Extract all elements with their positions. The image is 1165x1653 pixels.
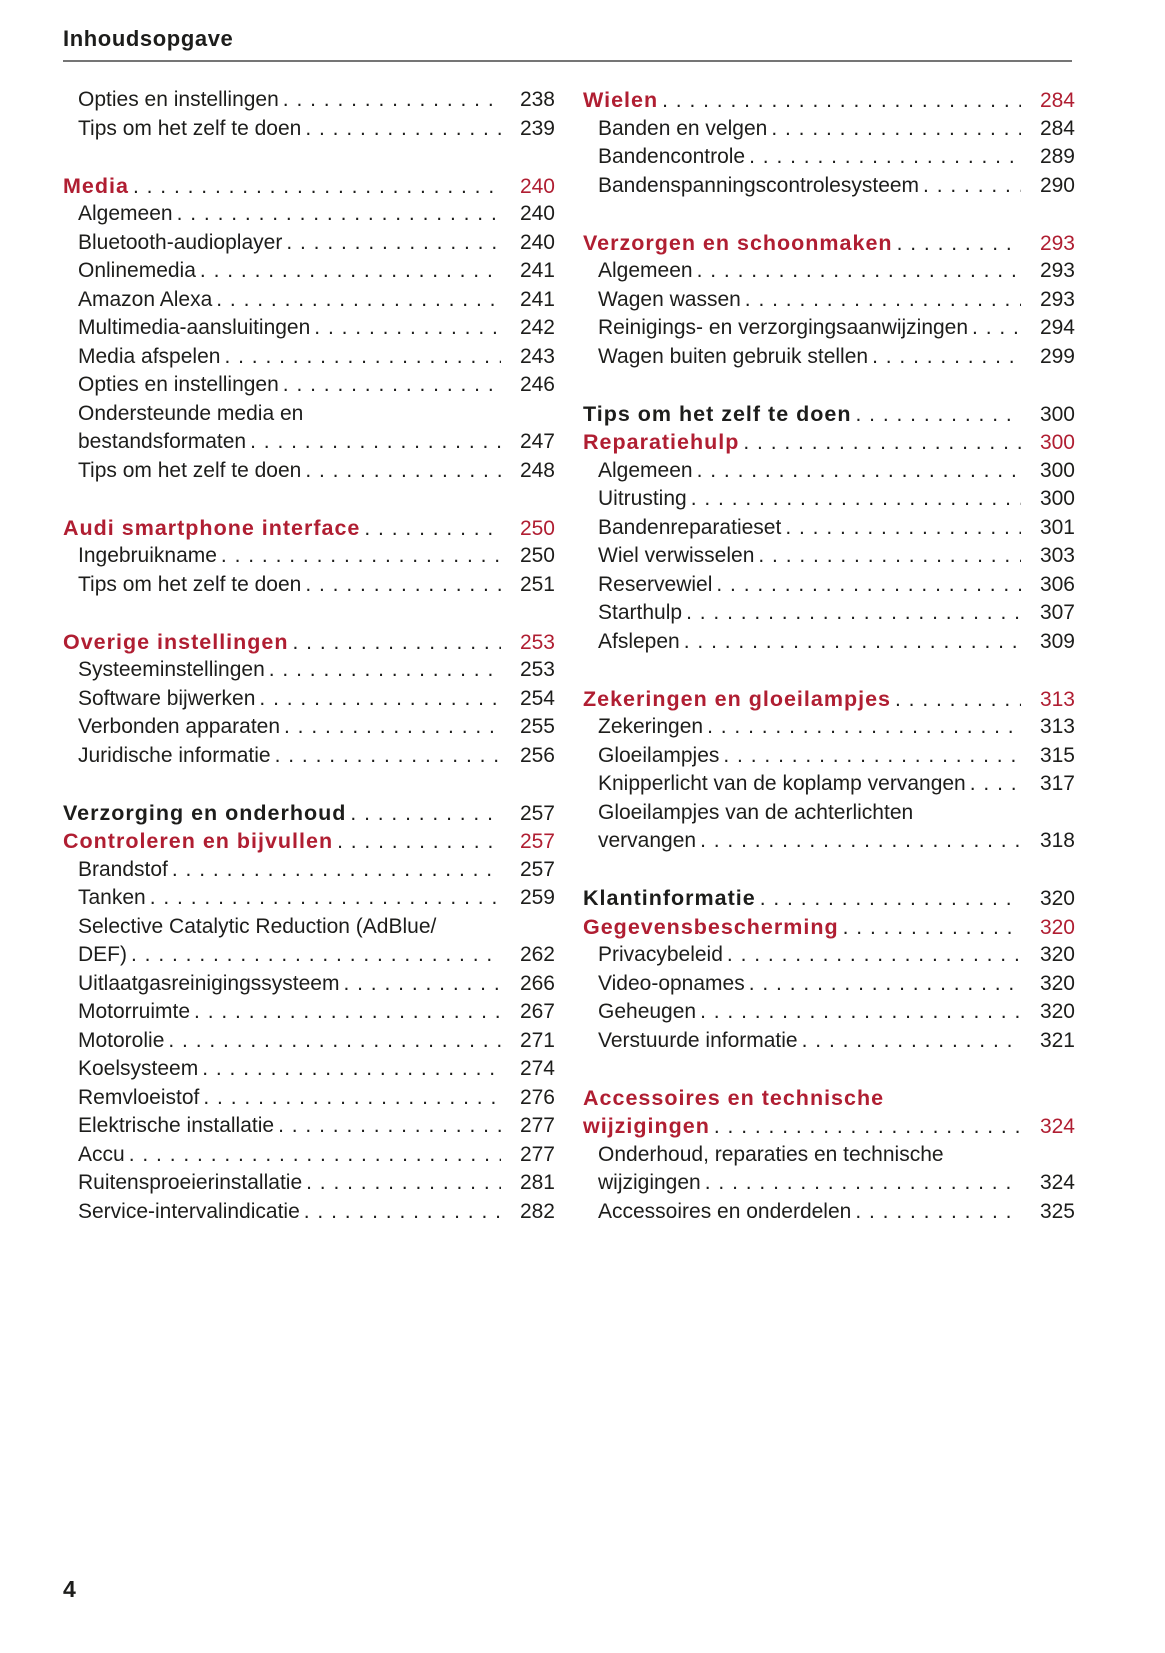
toc-entry-page: 300 [1039, 402, 1075, 426]
dot-leader [217, 542, 501, 571]
dot-leader [164, 1027, 501, 1056]
dot-leader [333, 828, 501, 857]
dot-leader [893, 230, 1021, 259]
toc-entry-label: Accessoires en onderdelen [598, 1199, 852, 1223]
toc-group [583, 1084, 1075, 1227]
dot-leader [246, 428, 501, 457]
toc-entry-row[interactable] [63, 685, 555, 714]
dot-leader [693, 257, 1021, 286]
toc-entry-label: Wiel verwisselen [598, 544, 755, 567]
toc-entry-row[interactable] [63, 428, 555, 457]
toc-entry-page: 289 [1039, 145, 1075, 168]
toc-group [63, 799, 555, 1227]
toc-entry-row[interactable] [583, 115, 1075, 144]
toc-entry-page: 320 [1039, 887, 1075, 910]
toc-group [63, 172, 555, 486]
toc-entry-page: 318 [1039, 829, 1075, 852]
toc-entry-label: Systeeminstellingen [78, 658, 265, 681]
toc-entry-label: Wagen buiten gebruik stellen [598, 344, 869, 368]
toc-entry-page: 293 [1039, 259, 1075, 282]
toc-entry-page: 317 [1039, 772, 1075, 795]
toc-chapter-row[interactable] [583, 884, 1075, 913]
toc-entry-label: Elektrische installatie [78, 1114, 275, 1137]
toc-entry-page: 262 [519, 943, 555, 966]
dot-leader [339, 970, 501, 999]
toc-entry-row[interactable] [63, 656, 555, 685]
toc-entry-row[interactable] [63, 314, 555, 343]
dot-leader [346, 800, 501, 829]
toc-entry-page: 240 [519, 174, 555, 198]
toc-entry-page: 242 [519, 316, 555, 339]
dot-leader [129, 173, 501, 202]
toc-entry-row[interactable] [63, 1141, 555, 1170]
toc-entry-page: 277 [519, 1114, 555, 1137]
toc-entry-label: Algemeen [598, 458, 693, 482]
toc-entry-page: 306 [1039, 572, 1075, 596]
toc-entry-page: 320 [1039, 943, 1075, 966]
toc-entry-label: Wagen wassen [598, 287, 741, 311]
toc-group [63, 628, 555, 771]
toc-entry-row[interactable] [63, 1169, 555, 1198]
toc-entry-label: Tanken [78, 886, 146, 909]
toc-entry-label: vervangen [598, 829, 697, 852]
toc-chapter-row[interactable] [583, 1084, 1075, 1113]
dot-leader [687, 485, 1021, 514]
dot-leader [745, 143, 1021, 172]
dot-leader [658, 87, 1021, 116]
dot-leader [301, 457, 501, 486]
toc-entry-page: 320 [1039, 915, 1075, 939]
toc-entry-row[interactable] [63, 1198, 555, 1227]
toc-entry-row[interactable] [63, 86, 555, 115]
toc-column-left [63, 86, 555, 1226]
toc-entry-label: Algemeen [78, 202, 173, 225]
dot-leader [852, 401, 1022, 430]
toc-entry-label: DEF) [78, 943, 127, 966]
dot-leader [196, 257, 501, 286]
toc-entry-row[interactable] [583, 1198, 1075, 1227]
toc-entry-page: 267 [519, 1000, 555, 1023]
toc-entry-row[interactable] [583, 314, 1075, 343]
toc-entry-row[interactable] [63, 343, 555, 372]
toc-entry-page: 324 [1039, 1115, 1075, 1138]
dot-leader [712, 571, 1021, 600]
toc-entry-label: Uitlaatgasreinigingssysteem [78, 971, 340, 995]
toc-chapter-row[interactable] [63, 172, 555, 201]
toc-chapter-label: Gegevensbescherming [583, 914, 839, 939]
dot-leader [839, 914, 1021, 943]
dot-leader [723, 941, 1021, 970]
dot-leader [302, 1169, 501, 1198]
toc-entry-page: 257 [519, 830, 555, 853]
toc-entry-row[interactable] [583, 998, 1075, 1027]
toc-entry-label: Accu [78, 1142, 125, 1166]
toc-entry-label: Starthulp [598, 601, 683, 624]
toc-entry-label: Verbonden apparaten [78, 715, 281, 738]
toc-entry-label: Opties en instellingen [78, 373, 279, 396]
toc-entry-row[interactable] [63, 371, 555, 400]
toc-entry-row[interactable] [63, 913, 555, 942]
toc-chapter-row[interactable] [583, 1112, 1075, 1141]
toc-entry-page: 240 [519, 202, 555, 225]
toc-entry-page: 320 [1039, 1000, 1075, 1023]
toc-group [583, 86, 1075, 200]
toc-entry-page: 320 [1039, 971, 1075, 995]
toc-entry-page: 257 [519, 801, 555, 825]
dot-leader [693, 457, 1021, 486]
toc-entry-row[interactable] [63, 571, 555, 600]
toc-entry-row[interactable] [583, 1141, 1075, 1170]
toc-entry-page: 313 [1039, 687, 1075, 711]
toc-entry-row[interactable] [63, 229, 555, 258]
toc-entry-label: Video-opnames [598, 971, 745, 995]
toc-entry-label: Koelsysteem [78, 1057, 199, 1080]
toc-entry-label: Algemeen [598, 259, 693, 282]
toc-chapter-row[interactable] [583, 400, 1075, 429]
toc [63, 86, 1075, 1226]
toc-entry-page: 284 [1039, 116, 1075, 140]
toc-chapter-row[interactable] [63, 514, 555, 543]
toc-chapter-label: Overige instellingen [63, 629, 289, 654]
toc-entry-row[interactable] [63, 742, 555, 771]
toc-entry-row[interactable] [63, 1084, 555, 1113]
dot-leader [279, 86, 501, 115]
toc-chapter-label: Wielen [583, 88, 659, 112]
toc-chapter-row[interactable] [63, 628, 555, 657]
dot-leader [739, 429, 1021, 458]
toc-entry-page: 247 [519, 430, 555, 453]
dot-leader [696, 998, 1021, 1027]
dot-leader [282, 229, 501, 258]
toc-entry-label: Uitrusting [598, 487, 687, 510]
dot-leader [300, 1198, 501, 1227]
toc-entry-label: Tips om het zelf te doen [78, 572, 302, 596]
footer-page-number: 4 [63, 1576, 76, 1602]
toc-entry-page: 257 [519, 857, 555, 881]
toc-entry-page: 303 [1039, 544, 1075, 567]
toc-entry-row[interactable] [63, 713, 555, 742]
toc-group [63, 86, 555, 143]
toc-entry-row[interactable] [63, 457, 555, 486]
toc-entry-label: Motorolie [78, 1028, 165, 1052]
toc-entry-row[interactable] [63, 1055, 555, 1084]
toc-entry-label: Motorruimte [78, 1000, 191, 1023]
toc-entry-label: Tips om het zelf te doen [78, 458, 302, 482]
toc-entry-page: 307 [1039, 601, 1075, 624]
toc-chapter-label: Audi smartphone interface [63, 515, 361, 540]
toc-entry-row[interactable] [583, 827, 1075, 856]
dot-leader [125, 1141, 501, 1170]
toc-entry-label: Reservewiel [598, 572, 713, 596]
toc-chapter-row[interactable] [583, 685, 1075, 714]
toc-entry-row[interactable] [583, 799, 1075, 828]
toc-entry-row[interactable] [583, 628, 1075, 657]
toc-entry-page: 250 [519, 544, 555, 567]
toc-entry-row[interactable] [63, 542, 555, 571]
toc-entry-row[interactable] [583, 742, 1075, 771]
toc-entry-page: 299 [1039, 344, 1075, 368]
toc-entry-page: 271 [519, 1028, 555, 1052]
dot-leader [301, 571, 501, 600]
toc-entry-page: 248 [519, 458, 555, 482]
toc-chapter-label: Verzorging en onderhoud [63, 800, 347, 825]
toc-entry-page: 282 [519, 1199, 555, 1223]
toc-entry-row[interactable] [63, 884, 555, 913]
dot-leader [741, 286, 1021, 315]
toc-group [63, 514, 555, 600]
dot-leader [701, 1169, 1021, 1198]
toc-entry-page: 276 [519, 1085, 555, 1109]
toc-entry-row[interactable] [583, 172, 1075, 201]
dot-leader [360, 515, 501, 544]
dot-leader [289, 629, 502, 658]
toc-entry-page: 246 [519, 373, 555, 396]
toc-entry-page: 300 [1039, 487, 1075, 510]
toc-chapter-row[interactable] [63, 827, 555, 856]
toc-entry-row[interactable] [583, 1027, 1075, 1056]
dot-leader [966, 770, 1021, 799]
dot-leader [146, 884, 501, 913]
toc-entry-row[interactable] [63, 115, 555, 144]
toc-entry-page: 251 [519, 572, 555, 596]
toc-entry-row[interactable] [63, 856, 555, 885]
toc-entry-page: 309 [1039, 629, 1075, 653]
toc-chapter-row[interactable] [63, 799, 555, 828]
dot-leader [710, 1113, 1021, 1142]
toc-entry-page: 238 [519, 88, 555, 111]
toc-entry-page: 300 [1039, 431, 1075, 454]
toc-entry-label: Zekeringen [598, 715, 704, 738]
toc-entry-page: 277 [519, 1142, 555, 1166]
toc-entry-page: 290 [1039, 173, 1075, 197]
toc-entry-row[interactable] [63, 286, 555, 315]
toc-entry-page: 281 [519, 1171, 555, 1194]
toc-entry-row[interactable] [583, 770, 1075, 799]
dot-leader [767, 115, 1021, 144]
dot-leader [310, 314, 501, 343]
toc-chapter-label: Zekeringen en gloeilampjes [583, 686, 891, 711]
toc-chapter-label: Accessoires en technische [583, 1085, 885, 1110]
dot-leader [754, 542, 1021, 571]
toc-entry-label: Afslepen [598, 629, 680, 653]
toc-entry-page: 293 [1039, 231, 1075, 255]
toc-entry-label: Reinigings- en verzorgingsaanwijzingen [598, 316, 969, 339]
toc-chapter-row[interactable] [583, 229, 1075, 258]
toc-entry-label: Media afspelen [78, 344, 221, 368]
toc-group [583, 400, 1075, 657]
dot-leader [851, 1198, 1021, 1227]
toc-entry-row[interactable] [583, 571, 1075, 600]
dot-leader [271, 742, 501, 771]
toc-entry-label: Privacybeleid [598, 943, 723, 966]
toc-entry-page: 240 [519, 230, 555, 254]
toc-entry-label: Software bijwerken [78, 686, 256, 710]
toc-entry-label: wijzigingen [598, 1171, 701, 1194]
toc-chapter-label: Reparatiehulp [583, 430, 740, 454]
toc-chapter-row[interactable] [583, 913, 1075, 942]
toc-entry-page: 254 [519, 686, 555, 710]
dot-leader [719, 742, 1021, 771]
toc-entry-label: bestandsformaten [78, 430, 247, 453]
dot-leader [168, 856, 501, 885]
dot-leader [680, 628, 1021, 657]
toc-entry-page: 239 [519, 116, 555, 140]
toc-entry-label: Ingebruikname [78, 544, 217, 567]
toc-chapter-label: Media [63, 173, 129, 198]
dot-leader [199, 1084, 501, 1113]
dot-leader [756, 885, 1021, 914]
toc-entry-label: Multimedia-aansluitingen [78, 316, 311, 339]
toc-entry-label: Tips om het zelf te doen [78, 116, 302, 140]
toc-entry-page: 315 [1039, 743, 1075, 767]
toc-entry-label: Service-intervalindicatie [78, 1199, 300, 1223]
toc-entry-label: Ondersteunde media en [78, 401, 304, 425]
dot-leader [212, 286, 501, 315]
dot-leader [127, 941, 501, 970]
toc-entry-row[interactable] [63, 970, 555, 999]
page-title: Inhoudsopgave [63, 26, 234, 51]
toc-entry-page: 293 [1039, 287, 1075, 311]
dot-leader [781, 514, 1021, 543]
toc-entry-row[interactable] [583, 514, 1075, 543]
toc-entry-label: Bandenreparatieset [598, 515, 782, 539]
toc-entry-label: Bandenspanningscontrolesysteem [598, 173, 920, 197]
toc-entry-row[interactable] [63, 1027, 555, 1056]
toc-entry-page: 324 [1039, 1171, 1075, 1194]
toc-entry-label: Onderhoud, reparaties en technische [598, 1142, 944, 1166]
toc-entry-label: Amazon Alexa [78, 287, 213, 311]
toc-entry-row[interactable] [63, 200, 555, 229]
toc-entry-page: 274 [519, 1057, 555, 1080]
dot-leader [190, 998, 501, 1027]
toc-entry-page: 294 [1039, 316, 1075, 339]
toc-entry-label: Bluetooth-audioplayer [78, 230, 283, 254]
dot-leader [919, 172, 1021, 201]
dot-leader [280, 713, 501, 742]
toc-entry-row[interactable] [583, 485, 1075, 514]
toc-entry-label: Juridische informatie [78, 743, 271, 767]
toc-entry-label: Bandencontrole [598, 145, 746, 168]
toc-entry-page: 241 [519, 287, 555, 311]
dot-leader [301, 115, 501, 144]
toc-entry-label: Brandstof [78, 857, 168, 881]
toc-entry-page: 243 [519, 344, 555, 368]
toc-group [583, 685, 1075, 856]
toc-entry-label: Remvloeistof [78, 1085, 200, 1109]
toc-entry-row[interactable] [583, 542, 1075, 571]
toc-chapter-label: wijzigingen [583, 1114, 710, 1138]
dot-leader [798, 1027, 1021, 1056]
toc-chapter-label: Klantinformatie [583, 886, 756, 910]
toc-entry-label: Selective Catalytic Reduction (AdBlue/ [78, 914, 437, 938]
dot-leader [703, 713, 1021, 742]
toc-column-right [583, 86, 1075, 1226]
toc-entry-label: Onlinemedia [78, 259, 196, 282]
toc-entry-page: 266 [519, 971, 555, 995]
toc-entry-row[interactable] [63, 400, 555, 429]
toc-entry-label: Knipperlicht van de koplamp vervangen [598, 772, 966, 795]
dot-leader [745, 970, 1021, 999]
toc-entry-row[interactable] [63, 257, 555, 286]
toc-entry-label: Ruitensproeierinstallatie [78, 1171, 303, 1194]
dot-leader [255, 685, 501, 714]
dot-leader [173, 200, 501, 229]
toc-entry-page: 325 [1039, 1199, 1075, 1223]
dot-leader [220, 343, 501, 372]
toc-entry-label: Geheugen [598, 1000, 697, 1023]
dot-leader [682, 599, 1021, 628]
toc-chapter-label: Controleren en bijvullen [63, 829, 334, 853]
toc-entry-page: 300 [1039, 458, 1075, 482]
toc-entry-page: 301 [1039, 515, 1075, 539]
toc-entry-page: 313 [1039, 715, 1075, 738]
toc-entry-label: Verstuurde informatie [598, 1028, 798, 1052]
toc-entry-label: Gloeilampjes [598, 743, 720, 767]
toc-entry-row[interactable] [583, 713, 1075, 742]
toc-entry-row[interactable] [583, 599, 1075, 628]
dot-leader [968, 314, 1021, 343]
toc-entry-label: Gloeilampjes van de achterlichten [598, 800, 914, 824]
toc-entry-page: 256 [519, 743, 555, 767]
toc-entry-row[interactable] [583, 1169, 1075, 1198]
toc-group [583, 884, 1075, 1055]
toc-entry-label: Opties en instellingen [78, 88, 279, 111]
toc-entry-row[interactable] [583, 286, 1075, 315]
toc-entry-row[interactable] [63, 1112, 555, 1141]
toc-entry-row[interactable] [583, 257, 1075, 286]
toc-entry-page: 255 [519, 715, 555, 738]
toc-chapter-label: Verzorgen en schoonmaken [583, 230, 893, 255]
dot-leader [265, 656, 501, 685]
header-rule [63, 60, 1072, 62]
toc-entry-page: 259 [519, 886, 555, 909]
dot-leader [198, 1055, 501, 1084]
dot-leader [274, 1112, 501, 1141]
toc-entry-row[interactable] [63, 998, 555, 1027]
toc-entry-row[interactable] [63, 941, 555, 970]
toc-entry-row[interactable] [583, 970, 1075, 999]
toc-chapter-row[interactable] [583, 86, 1075, 115]
dot-leader [696, 827, 1021, 856]
toc-entry-page: 250 [519, 516, 555, 540]
dot-leader [891, 686, 1021, 715]
toc-entry-row[interactable] [583, 457, 1075, 486]
toc-entry-page: 321 [1039, 1028, 1075, 1052]
toc-chapter-row[interactable] [583, 428, 1075, 457]
toc-entry-label: Banden en velgen [598, 116, 768, 140]
toc-entry-row[interactable] [583, 143, 1075, 172]
toc-chapter-label: Tips om het zelf te doen [583, 401, 852, 426]
toc-entry-page: 241 [519, 259, 555, 282]
toc-entry-page: 253 [519, 658, 555, 681]
toc-entry-page: 253 [519, 630, 555, 654]
toc-entry-page: 284 [1039, 89, 1075, 112]
toc-entry-row[interactable] [583, 941, 1075, 970]
toc-group [583, 229, 1075, 372]
toc-entry-row[interactable] [583, 343, 1075, 372]
dot-leader [868, 343, 1021, 372]
dot-leader [279, 371, 501, 400]
